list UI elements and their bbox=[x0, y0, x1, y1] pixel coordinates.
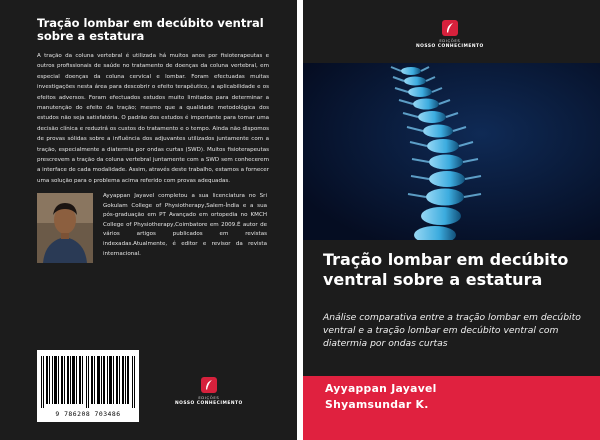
author-portrait-icon bbox=[37, 193, 93, 263]
back-cover-title: Tração lombar em decúbito ventral sobre a estatura bbox=[37, 16, 264, 43]
publisher-quill-icon bbox=[442, 20, 458, 36]
publisher-quill-icon bbox=[201, 377, 217, 393]
back-cover bbox=[0, 0, 297, 440]
author-bio: Ayyappan Jayavel completou a sua licenciatura no Sri Gokulam College of Physiotherapy,Salem-Índia e a sua pós-graduação em PT Avançado em ortopedia no KMCH College of Physiotherapy,Coimbatore em 2009.É autor de vários artigos publicados em revistas indexadas.Atualmente, é editor e revisor da revista internacional. bbox=[103, 193, 267, 257]
author-photo bbox=[37, 193, 93, 263]
back-publisher-logo bbox=[175, 377, 243, 406]
publisher-line2: NOSSO CONHECIMENTO bbox=[416, 44, 484, 49]
author-band bbox=[303, 376, 600, 440]
front-publisher-logo bbox=[416, 20, 484, 49]
publisher-line1: EDIÇÕES bbox=[198, 395, 220, 400]
isbn-number: 9 786208 703486 bbox=[55, 410, 121, 418]
front-cover-title: Tração lombar em decúbito ventral sobre a estatura bbox=[323, 250, 569, 289]
publisher-line2: NOSSO CONHECIMENTO bbox=[175, 401, 243, 406]
spine-xray-illustration bbox=[303, 63, 600, 240]
publisher-line1: EDIÇÕES bbox=[439, 38, 461, 43]
barcode-icon bbox=[41, 356, 135, 408]
author-name-1: Ayyappan Jayavel bbox=[325, 382, 437, 395]
author-name-2: Shyamsundar K. bbox=[325, 398, 429, 411]
back-cover-blurb: A tração da coluna vertebral é utilizada há muitos anos por fisioterapeutas e outros profissionais de saúde no tratamento de doenças da coluna vertebral, em especial doenças da coluna cervical e lombar. Foram efectuadas muitas investigações nesta área para descobrir o efeito terapêutico, a aplicabilidade e os efeitos adversos. Foram efectuados estudos muito limitados para determinar a manutenção do efeito da tração; mesmo que a qualidade metodológica dos estudos não seja satisfatória. O padrão dos estudos é importante para tomar uma decisão clínica e reduzirá os custos do tratamento e o tempo. Ainda não dispomos de provas sólidas sobre a influência dos adjuvantes utilizados juntamente com a tração, especialmente a diatermia por ondas curtas (SWD). Muitos fisioterapeutas prescrevem a tração da coluna vertebral juntamente com a SWD sem conhecerem a interface de cada modalidade. Assim, através deste trabalho, estamos a fornecer uma solução para o problema acima referido com provas adequadas. bbox=[37, 53, 269, 184]
front-cover-subtitle: Análise comparativa entre a tração lombar em decúbito ventral e a tração lombar em decúbito ventral com diatermia por ondas curtas bbox=[323, 312, 581, 349]
isbn-barcode bbox=[37, 350, 139, 422]
front-cover bbox=[303, 0, 600, 440]
